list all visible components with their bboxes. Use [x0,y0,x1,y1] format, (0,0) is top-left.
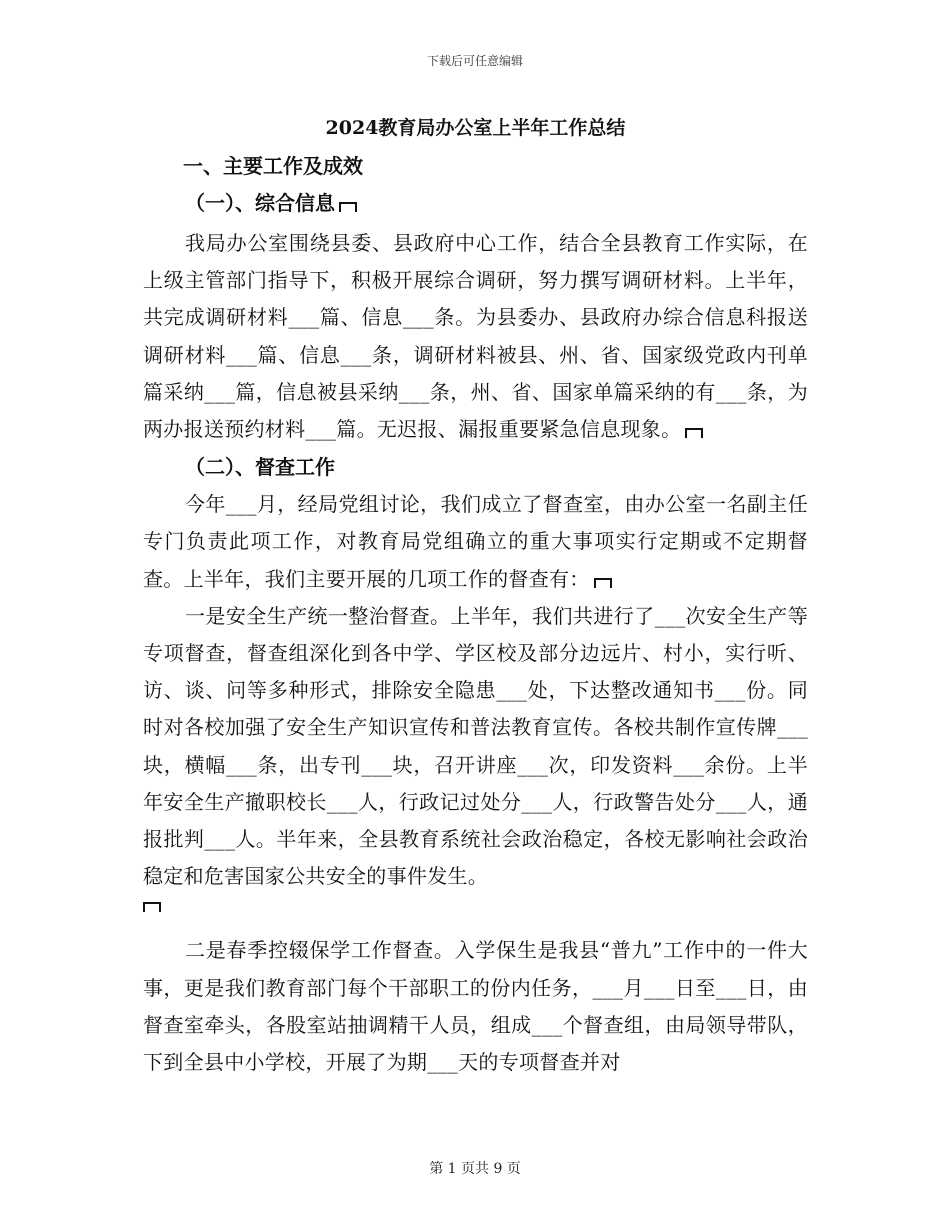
paragraph-mark-icon [143,902,161,912]
paragraph-dropout-control: 二是春季控辍保学工作督查。入学保生是我县“普九”工作中的一件大事，更是我们教育部门每个干部职工的份内任务，___月___日至___日，由督查室牵头，各股室站抽调精干人员，组成___个督查组，由局领导带队，下到全县中小学校，开展了为期___天的专项督查并对 [143,938,808,1075]
paragraph-safety: 一是安全生产统一整治督查。上半年，我们共进行了___次安全生产等专项督查，督查组深化到各中学、学区校及部分边远片、村小，实行听、访、谈、问等多种形式，排除安全隐患___处，下达整改通知书___份。同时对各校加强了安全生产知识宣传和普法教育宣传。各校共制作宣传牌___块，横幅___条，出专刊___块，召开讲座___次，印发资料___余份。上半年安全生产撤职校长___人，行政记过处分___人，行政警告处分___人，通报批判___人。半年来，全县教育系统社会政治稳定，各校无影响社会政治稳定和危害国家公共安全的事件发生。 [143,603,808,889]
paragraph-supervision-intro-text: 今年___月，经局党组讨论，我们成立了督查室，由办公室一名副主任专门负责此项工作，对教育局党组确立的重大事项实行定期或不定期督查。上半年，我们主要开展的几项工作的督查有： [143,492,808,591]
subsection-heading-info [143,184,808,222]
paragraph-mark-line [143,895,808,932]
subsection-heading-info-text: （一）、综合信息 [185,191,335,215]
subsection-heading-supervision: （二）、督查工作 [185,455,335,480]
paragraph-info [143,225,808,448]
document-body [143,108,808,1081]
paragraph-supervision-intro [143,486,808,598]
paragraph-mark-icon [594,578,612,588]
paragraph-mark-icon [685,428,703,438]
page-footer: 第 1 页共 9 页 [429,1161,521,1177]
paragraph-info-text: 我局办公室围绕县委、县政府中心工作，结合全县教育工作实际，在上级主管部门指导下，积极开展综合调研，努力撰写调研材料。上半年，共完成调研材料___篇、信息___条。为县委办、县政府办综合信息科报送调研材料___篇、信息___条，调研材料被县、州、省、国家级党政内刊单篇采纳___篇，信息被县采纳___条，州、省、国家单篇采纳的有___条，为两办报送预约材料___篇。无迟报、漏报重要紧急信息现象。 [143,231,808,442]
document-title: 2024教育局办公室上半年工作总结 [325,117,626,139]
section-heading-main-work: 一、主要工作及成效 [183,154,363,178]
paragraph-mark-icon [339,202,357,212]
header-note: 下载后可任意编辑 [426,54,523,68]
